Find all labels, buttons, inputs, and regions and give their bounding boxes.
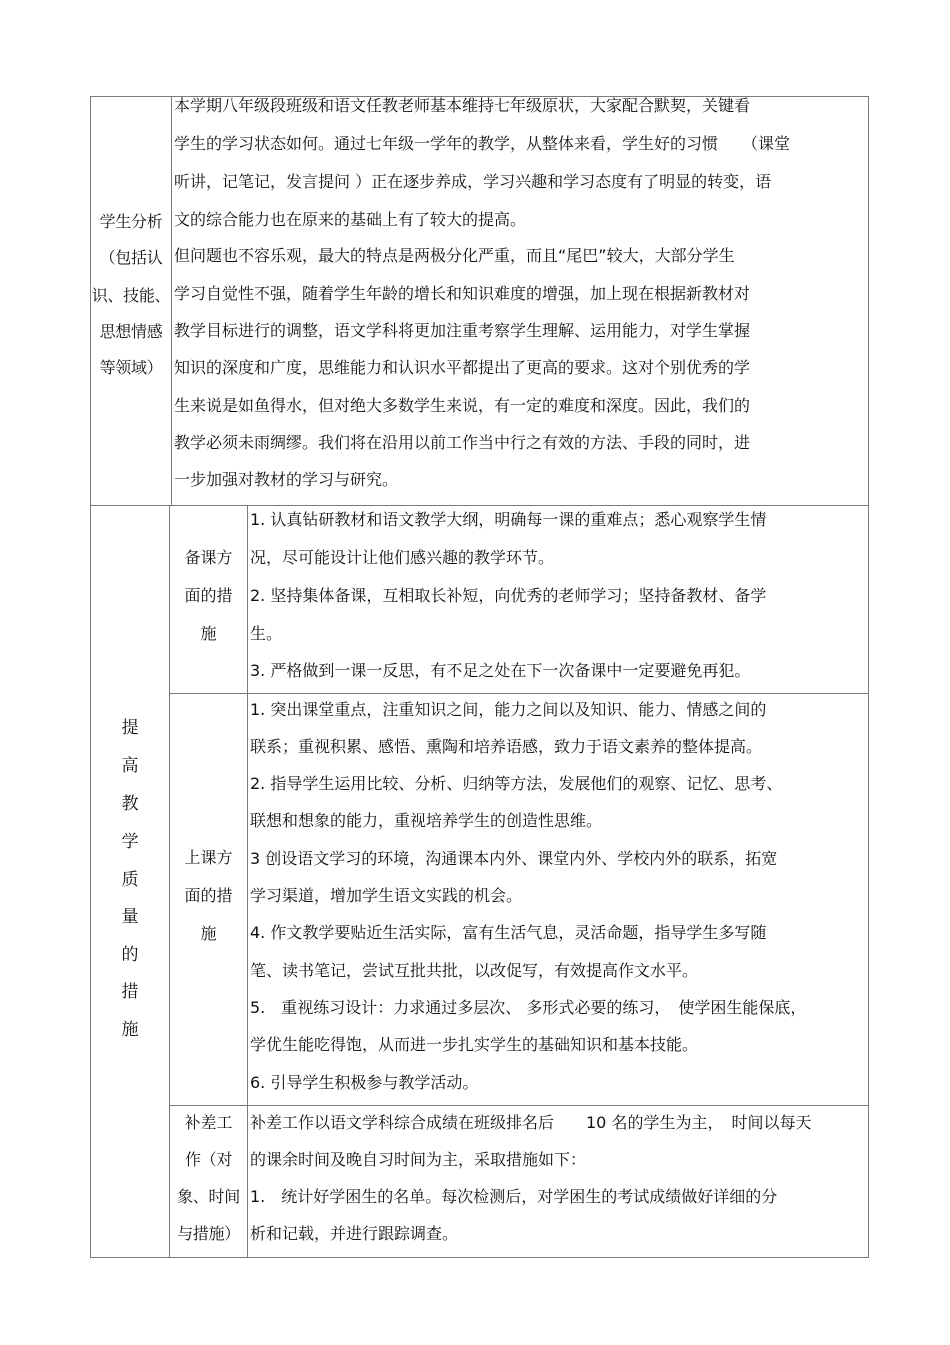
measures-label-char: 的 (121, 945, 139, 965)
prep-label-line: 备课方 (184, 548, 233, 567)
analysis-text-line: 但问题也不容乐观，最大的特点是两极分化严重，而且“尾巴”较大，大部分学生 (174, 246, 735, 265)
remedial-label-line: 补差工 (184, 1113, 233, 1132)
row-divider-class (169, 1105, 869, 1106)
analysis-text-line: 教学必须未雨绸缪。我们将在沿用以前工作当中行之有效的方法、手段的同时，进 (174, 433, 751, 452)
analysis-text-line: 一步加强对教材的学习与研究。 (174, 470, 399, 489)
col-divider-measures-inner (247, 505, 248, 1258)
col-divider-analysis (171, 96, 172, 506)
analysis-text-line: 学习自觉性不强，随着学生年龄的增长和知识难度的增强，加上现在根据新教材对 (174, 284, 751, 303)
remedial-label-line: 象、时间 (177, 1187, 240, 1206)
prep-label-line: 面的措 (184, 586, 233, 605)
prep-text-line: 1. 认真钻研教材和语文教学大纲，明确每一课的重难点；悉心观察学生情 (250, 510, 767, 529)
table-border-left (90, 96, 91, 1258)
class-text-line: 6. 引导学生积极参与教学活动。 (250, 1073, 479, 1092)
class-label-line: 面的措 (184, 886, 233, 905)
measures-label-char: 学 (121, 832, 139, 852)
remedial-text-line: 的课余时间及晚自习时间为主，采取措施如下： (250, 1150, 587, 1169)
analysis-text-line: 教学目标进行的调整，语文学科将更加注重考察学生理解、运用能力，对学生掌握 (174, 321, 751, 340)
analysis-text-line: 文的综合能力也在原来的基础上有了较大的提高。 (174, 210, 527, 229)
analysis-text-line: 本学期八年级段班级和语文任教老师基本维持七年级原状，大家配合默契，关键看 (174, 96, 751, 115)
measures-label-char: 措 (121, 982, 139, 1002)
class-text-line: 笔、读书笔记，尝试互批共批，以改促写，有效提高作文水平。 (250, 961, 699, 980)
class-text-line: 5. 重视练习设计：力求通过多层次、 多形式必要的练习， 使学困生能保底， (250, 998, 807, 1017)
prep-label-line: 施 (200, 624, 217, 643)
class-text-line: 学优生能吃得饱，从而进一步扎实学生的基础知识和基本技能。 (250, 1035, 699, 1054)
remedial-text-line: 析和记载，并进行跟踪调查。 (250, 1224, 459, 1243)
class-text-line: 3 创设语文学习的环境，沟通课本内外、课堂内外、学校内外的联系，拓宽 (250, 849, 778, 868)
row-divider-analysis (90, 505, 869, 506)
col-divider-measures-outer (169, 505, 170, 1258)
table-border-right (868, 96, 869, 1258)
class-text-line: 1. 突出课堂重点，注重知识之间，能力之间以及知识、能力、情感之间的 (250, 700, 767, 719)
class-text-line: 联想和想象的能力，重视培养学生的创造性思维。 (250, 811, 603, 830)
analysis-label-line: （包括认 (99, 248, 163, 267)
prep-text-line: 生。 (250, 624, 283, 643)
prep-text-line: 2. 坚持集体备课，互相取长补短，向优秀的老师学习；坚持备教材、备学 (250, 586, 767, 605)
analysis-text-line: 知识的深度和广度，思维能力和认识水平都提出了更高的要求。这对个别优秀的学 (174, 358, 751, 377)
class-label-line: 施 (200, 924, 217, 943)
class-text-line: 2. 指导学生运用比较、分析、归纳等方法，发展他们的观察、记忆、思考、 (250, 774, 783, 793)
row-divider-prep (169, 693, 869, 694)
analysis-label-line: 识、技能、 (91, 286, 171, 305)
measures-label-char: 质 (121, 870, 139, 890)
class-text-line: 联系；重视积累、感悟、熏陶和培养语感，致力于语文素养的整体提高。 (250, 737, 763, 756)
measures-label-char: 教 (121, 794, 139, 814)
remedial-text-line: 1. 统计好学困生的名单。每次检测后，对学困生的考试成绩做好详细的分 (250, 1187, 778, 1206)
class-text-line: 4. 作文教学要贴近生活实际，富有生活气息，灵活命题，指导学生多写随 (250, 923, 767, 942)
measures-label-char: 提 (121, 718, 139, 738)
remedial-label-line: 作（对 (184, 1150, 233, 1169)
analysis-label-line: 思想情感 (99, 322, 163, 341)
analysis-text-line: 生来说是如鱼得水，但对绝大多数学生来说，有一定的难度和深度。因此，我们的 (174, 396, 751, 415)
prep-text-line: 况，尽可能设计让他们感兴趣的教学环节。 (250, 548, 555, 567)
analysis-label-line: 学生分析 (99, 212, 163, 231)
measures-label-char: 量 (121, 907, 139, 927)
class-text-line: 学习渠道，增加学生语文实践的机会。 (250, 886, 523, 905)
analysis-text-line: 学生的学习状态如何。通过七年级一学年的教学，从整体来看，学生好的习惯 （课堂 (174, 134, 791, 153)
measures-label-char: 施 (121, 1020, 139, 1040)
measures-label-char: 高 (121, 756, 139, 776)
table-border-bottom (90, 1257, 869, 1258)
remedial-text-line: 补差工作以语文学科综合成绩在班级排名后 10 名的学生为主， 时间以每天 (250, 1113, 812, 1132)
prep-text-line: 3. 严格做到一课一反思，有不足之处在下一次备课中一定要避免再犯。 (250, 661, 751, 680)
analysis-text-line: 听讲，记笔记，发言提问 ）正在逐步养成，学习兴趣和学习态度有了明显的转变，语 (174, 172, 772, 191)
analysis-label-line: 等领域） (99, 358, 163, 377)
class-label-line: 上课方 (184, 848, 233, 867)
remedial-label-line: 与措施） (177, 1224, 240, 1243)
